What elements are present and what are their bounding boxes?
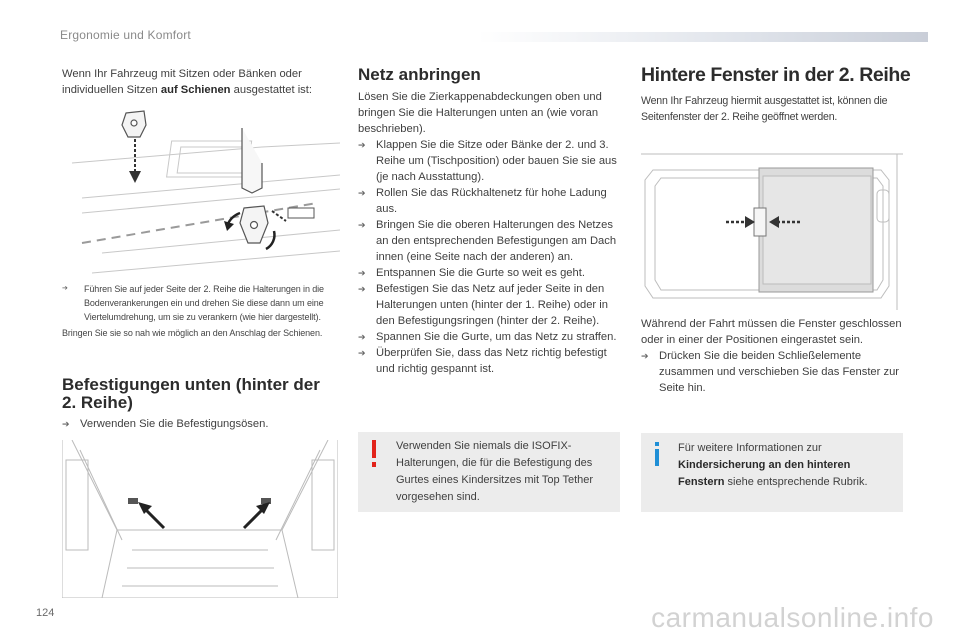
figure-note-list bbox=[62, 282, 342, 324]
lower-anchors-item: ➔ Verwenden Sie die Befestigungsösen. bbox=[62, 416, 342, 432]
section-heading-lower-anchors: Befestigungen unten (hinter der 2. Reihe) bbox=[62, 375, 320, 412]
figure-note-tail: Bringen Sie sie so nah wie möglich an den Anschlag der Schienen. bbox=[62, 328, 323, 338]
warning-icon bbox=[369, 440, 379, 468]
info-icon bbox=[652, 442, 662, 466]
net-step: ➔ Klappen Sie die Sitze oder Bänke der 2. und 3. Reihe um (Tischposition) oder bauen Sie sie aus (je nach Ausstattung). bbox=[358, 137, 624, 185]
rear-window-illustration bbox=[641, 150, 903, 310]
net-step: ➔ Befestigen Sie das Netz auf jeder Seite in den Halterungen unten (hinter der 1. Reihe) oder in den Befestigungsringen (hinter der 2. Reihe). bbox=[358, 281, 624, 329]
header-bar bbox=[478, 32, 928, 42]
net-steps-list bbox=[358, 137, 624, 377]
figure-note-item: ➔ Führen Sie auf jeder Seite der 2. Reihe die Halterungen in die Bodenverankerungen ein und drehen Sie diese dann um eine Viertelumdrehung, um sie zu verankern (wie hier dargestellt). bbox=[62, 282, 342, 324]
section-heading-net: Netz anbringen bbox=[358, 65, 481, 84]
rear-windows-para: Während der Fahrt müssen die Fenster geschlossen oder in einer der Positionen eingerastet sein. bbox=[641, 318, 902, 346]
net-step: ➔ Entspannen Sie die Gurte so weit es geht. bbox=[358, 265, 624, 281]
rear-windows-intro: Wenn Ihr Fahrzeug hiermit ausgestattet ist, können die Seitenfenster der 2. Reihe geöffnet werden. bbox=[641, 95, 888, 123]
net-step: ➔ Spannen Sie die Gurte, um das Netz zu straffen. bbox=[358, 329, 624, 345]
net-step: ➔ Überprüfen Sie, dass das Netz richtig befestigt und richtig gespannt ist. bbox=[358, 345, 624, 377]
net-instructions bbox=[358, 89, 624, 377]
net-step: ➔ Bringen Sie die oberen Halterungen des Netzes an den entsprechenden Befestigungen am Dach innen (eine Seite nach der anderen) an. bbox=[358, 217, 624, 265]
info-text-bold: Kindersicherung an den hinteren Fenstern bbox=[678, 459, 851, 488]
intro-bold: auf Schienen bbox=[160, 84, 231, 96]
net-step: ➔ Rollen Sie das Rückhaltenetz für hohe Ladung aus. bbox=[358, 185, 624, 217]
rear-windows-list bbox=[641, 348, 907, 396]
info-text-a: Für weitere Informationen zur bbox=[678, 442, 822, 454]
rail-anchor-illustration bbox=[62, 103, 340, 278]
warning-text: Verwenden Sie niemals die ISOFIX-Halterungen, die für die Befestigung des Gurtes eines Kindersitzes mit Top Tether vorgesehen sind. bbox=[396, 440, 594, 503]
lower-anchors-list bbox=[62, 416, 342, 432]
section-title: Ergonomie und Komfort bbox=[60, 28, 191, 42]
lower-anchors-list-wrap bbox=[62, 416, 342, 432]
rear-windows-step: ➔ Drücken Sie die beiden Schließelemente zusammen und verschieben Sie das Fenster zur Seite hin. bbox=[641, 348, 907, 396]
intro-text: Wenn Ihr Fahrzeug mit Sitzen oder Bänken oder individuellen Sitzen bbox=[62, 68, 302, 96]
intro-text-end: ausgestattet ist: bbox=[230, 84, 312, 96]
section-heading-rear-windows: Hintere Fenster in der 2. Reihe bbox=[641, 64, 911, 86]
watermark: carmanualsonline.info bbox=[651, 602, 934, 633]
intro-paragraph bbox=[62, 66, 342, 98]
info-text-c: siehe entsprechende Rubrik. bbox=[724, 476, 868, 488]
page-number: 124 bbox=[36, 607, 55, 619]
cargo-floor-illustration bbox=[62, 440, 338, 598]
net-intro: Lösen Sie die Zierkappenabdeckungen oben und bringen Sie die Halterungen unten an (wie voran beschrieben). bbox=[358, 91, 602, 135]
figure-note bbox=[62, 282, 342, 340]
info-text bbox=[678, 440, 896, 491]
rear-windows-body bbox=[641, 316, 907, 396]
